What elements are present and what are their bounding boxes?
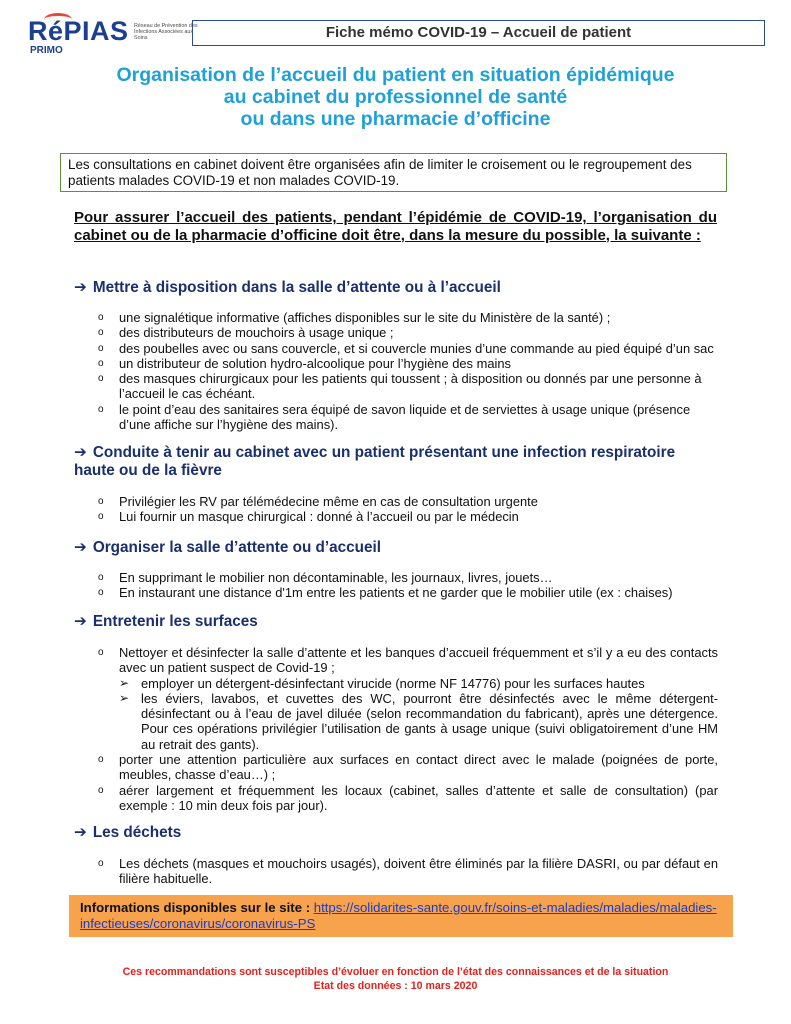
list-item: o En supprimant le mobilier non décontaminable, les journaux, livres, jouets… [98,570,553,585]
circle-bullet-icon: o [98,403,104,415]
arrow-right-icon: ➔ [74,444,87,461]
list-item: o une signalétique informative (affiches disponibles sur le site du Ministère de la santé) ; [98,310,611,325]
circle-bullet-icon: o [98,511,104,523]
section-1-list [98,310,723,432]
section-4-sublist [119,676,718,752]
circle-bullet-icon: o [98,357,104,369]
logo-tagline: Réseau de Prévention des Infections Associées aux Soins [134,23,198,41]
list-item: o Privilégier les RV par télémédecine même en cas de consultation urgente [98,494,538,509]
header-title: Fiche mémo COVID-19 – Accueil de patient [192,20,765,46]
logo-sub-text: PRIMO [30,45,63,56]
section-title-1-text: Mettre à disposition dans la salle d’attente ou à l’accueil [92,279,501,296]
list-item: o Lui fournir un masque chirurgical : donné à l’accueil ou par le médecin [98,509,519,525]
footer-note [60,966,731,993]
circle-bullet-icon: o [98,342,104,354]
info-link[interactable]: https://solidarites-sante.gouv.fr/soins-et-maladies/maladies/maladies-infectieuses/coronavirus/coronavirus-PS [80,900,717,931]
title-line-2: au cabinet du professionnel de santé [223,86,568,108]
sub-list-item: ➢ employer un détergent-désinfectant virucide (norme NF 14776) pour les surfaces hautes [119,675,645,691]
list-item: o aérer largement et fréquemment les locaux (cabinet, salles d’attente et salle de consultation) (par exemple : 10 min deux fois par jour). [98,782,718,813]
circle-bullet-icon: o [98,784,104,796]
section-4-list [98,645,718,813]
page-title [40,64,751,130]
title-line-1: Organisation de l’accueil du patient en situation épidémique [116,64,675,86]
section-title-1 [74,279,501,297]
section-title-3: ➔ Organiser la salle d’attente ou d’accueil [74,539,382,556]
info-box [69,895,733,937]
section-3-list [98,570,723,601]
circle-bullet-icon: o [98,587,104,599]
intro-box: Les consultations en cabinet doivent être organisées afin de limiter le croisement ou le regroupement des patients malades COVID-19 et non malades COVID-19. [60,153,727,192]
arrow-right-icon: ➔ [74,279,87,296]
circle-bullet-icon: o [98,647,104,658]
list-item: o des poubelles avec ou sans couvercle, et si couvercle munies d’une commande au pied équipé d’un sac [98,340,714,356]
list-item: o Nettoyer et désinfecter la salle d’attente et les banques d’accueil fréquemment et s’il y a eu des contacts avec un patient suspect de Covid-19 ; ➢ employer un détergent-désinfectant virucide (norme NF 14776) pour les surfaces hautes ➢ les éviers, lavabos, et cuvettes des WC, pourront être désinfectés avec le même détergent-désinfectant ou à l’eau de javel diluée (selon recommandation du fabricant), après une détergence. Pour ces opérations privilégier l’utilisation de gants à usage unique (suivi obligatoirement d’une HM au retrait des gants). [98,645,718,752]
arrowhead-bullet-icon: ➢ [119,690,130,705]
section-title-2: ➔ Conduite à tenir au cabinet avec un patient présentant une infection respiratoire haute ou de la fièvre [74,444,676,479]
list-item: o porter une attention particulière aux surfaces en contact direct avec le malade (poignées de porte, meubles, chasse d’eau…) ; [98,752,718,783]
list-item: o le point d’eau des sanitaires sera équipé de savon liquide et de serviettes à usage unique (présence d’une affiche sur l’hygiène des mains). [98,401,691,433]
section-5-list [98,856,718,887]
circle-bullet-icon: o [98,327,104,339]
logo-main-text: RéPIAS [28,16,129,46]
list-item: o En instaurant une distance d'1m entre les patients et ne garder que le mobilier utile (ex : chaises) [98,585,673,601]
circle-bullet-icon: o [98,572,104,583]
list-item: o Les déchets (masques et mouchoirs usagés), doivent être éliminés par la filière DASRI, ou par défaut en filière habituelle. [98,856,718,887]
arrow-right-icon: ➔ [74,539,87,556]
sub-list-item: ➢ les éviers, lavabos, et cuvettes des WC, pourront être désinfectés avec le même détergent-désinfectant ou à l’eau de javel diluée (selon recommandation du fabricant), après une détergence. Pour ces opérations privilégier l’utilisation de gants à usage unique (suivi obligatoirement d’une HM au retrait des gants). [119,690,718,752]
list-item: o des masques chirurgicaux pour les patients qui toussent ; à disposition ou donnés par une personne à l’accueil le cas échéant. [98,371,702,402]
title-line-3: ou dans une pharmacie d’officine [240,108,551,130]
circle-bullet-icon: o [98,496,104,507]
section-title-4: ➔ Entretenir les surfaces [74,613,258,630]
arrow-right-icon: ➔ [74,824,87,841]
section-2-list [98,494,723,525]
circle-bullet-icon: o [98,312,104,323]
list-item: o un distributeur de solution hydro-alcoolique pour l’hygiène des mains [98,355,511,371]
arrowhead-bullet-icon: ➢ [119,675,130,690]
lead-paragraph: Pour assurer l’accueil des patients, pendant l’épidémie de COVID-19, l’organisation du cabinet ou de la pharmacie d’officine doit être, dans la mesure du possible, la suivante : [74,209,717,244]
circle-bullet-icon: o [98,754,104,766]
info-label: Informations disponibles sur le site : [80,900,311,915]
footer-line-2: Etat des données : 10 mars 2020 [313,979,478,992]
list-item: o des distributeurs de mouchoirs à usage unique ; [98,325,394,341]
repias-logo [28,16,198,61]
circle-bullet-icon: o [98,373,104,385]
circle-bullet-icon: o [98,858,104,869]
section-title-5: ➔ Les déchets [74,824,182,841]
arrow-right-icon: ➔ [74,613,87,630]
footer-line-1: Ces recommandations sont susceptibles d’évoluer en fonction de l’état des connaissances et de la situation [122,966,669,978]
